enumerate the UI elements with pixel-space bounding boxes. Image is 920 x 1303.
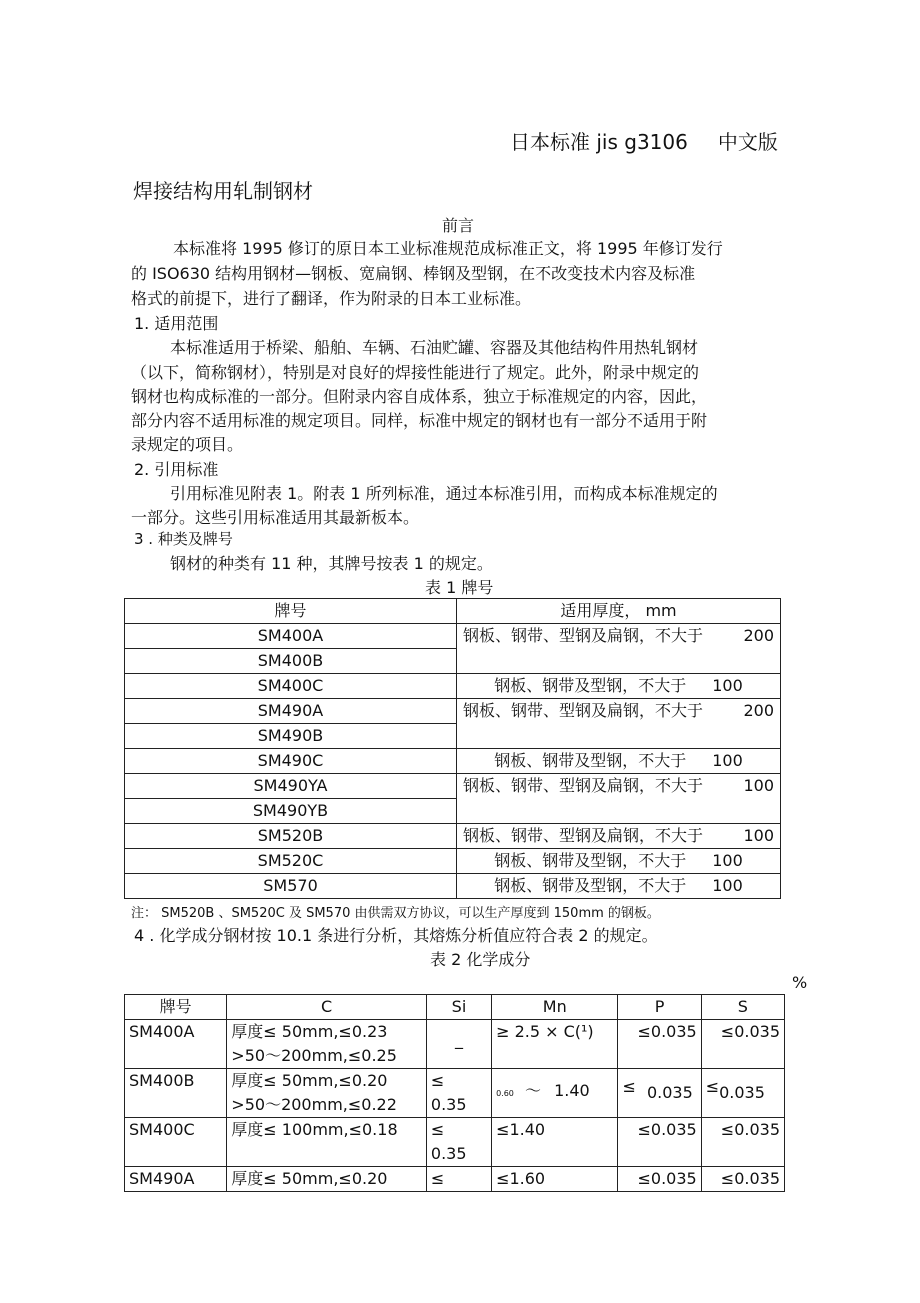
section-3-line: 钢材的种类有 11 种，其牌号按表 1 的规定。 (170, 554, 493, 573)
table-row (125, 1069, 785, 1118)
header-grade: 牌号 (125, 599, 457, 624)
grade-cell: SM490A (125, 699, 457, 724)
header-c: C (227, 995, 427, 1020)
preface-line: 的 ISO630 结构用钢材—钢板、宽扁钢、棒钢及型钢，在不改变技术内容及标准 (131, 264, 696, 283)
section-1-line: 本标准适用于桥梁、船舶、车辆、石油贮罐、容器及其他结构件用热轧钢材 (170, 338, 699, 357)
section-1-line: 录规定的项目。 (131, 435, 244, 454)
unit-label: % (792, 973, 808, 992)
table-row (125, 624, 781, 649)
mn-cell: 0.60 ～ 1.40 (492, 1069, 618, 1118)
grade-cell: SM490C (125, 749, 457, 774)
standard-title: 日本标准 jis g3106 中文版 (510, 130, 778, 154)
section-3-heading: 3 . 种类及牌号 (134, 530, 233, 548)
si-cell: ≤ 0.35 (426, 1069, 491, 1118)
section-1-heading: 1. 适用范围 (134, 314, 219, 333)
si-cell: _ (426, 1020, 491, 1069)
grade-cell: SM400B (125, 1069, 227, 1118)
p-cell: ≤ 0.035 (618, 1069, 701, 1118)
p-cell: ≤0.035 (618, 1118, 701, 1167)
table-1-caption: 表 1 牌号 (425, 578, 494, 597)
document-title: 焊接结构用轧制钢材 (133, 179, 313, 203)
table-row (125, 1020, 785, 1069)
header-s: S (701, 995, 784, 1020)
grade-cell: SM520B (125, 824, 457, 849)
preface-line: 本标准将 1995 修订的原日本工业标准规范成标准正文，将 1995 年修订发行 (173, 239, 723, 258)
mn-cell: ≤1.40 (492, 1118, 618, 1167)
section-1-line: 钢材也构成标准的一部分。但附录内容自成体系，独立于标准规定的内容，因此， (131, 387, 708, 406)
c-cell: 厚度≤ 50mm,≤0.23 >50～200mm,≤0.25 (227, 1020, 427, 1069)
s-cell: ≤0.035 (701, 1167, 784, 1192)
header-si: Si (426, 995, 491, 1020)
spec-cell: 钢板、钢带及型钢，不大于 100 (457, 749, 781, 774)
section-1-line: （以下，简称钢材），特别是对良好的焊接性能进行了规定。此外，附录中规定的 (131, 363, 700, 382)
mn-cell: ≤1.60 (492, 1167, 618, 1192)
table-header-row (125, 599, 781, 624)
spec-cell: 钢板、钢带、型钢及扁钢，不大于 200 (457, 624, 781, 674)
grade-cell: SM400A (125, 1020, 227, 1069)
chemical-composition-table (124, 994, 785, 1192)
grade-cell: SM520C (125, 849, 457, 874)
si-cell: ≤ (426, 1167, 491, 1192)
grade-cell: SM490B (125, 724, 457, 749)
c-cell: 厚度≤ 50mm,≤0.20 >50～200mm,≤0.22 (227, 1069, 427, 1118)
section-2-line: 一部分。这些引用标准适用其最新板本。 (131, 508, 420, 527)
table-2-caption: 表 2 化学成分 (430, 950, 531, 969)
table-row (125, 699, 781, 724)
spec-cell: 钢板、钢带、型钢及扁钢，不大于 100 (457, 824, 781, 849)
grade-cell: SM490YA (125, 774, 457, 799)
preface-heading: 前言 (442, 216, 475, 235)
table-row (125, 674, 781, 699)
table-row (125, 1118, 785, 1167)
grade-cell: SM400B (125, 649, 457, 674)
spec-cell: 钢板、钢带及型钢，不大于 100 (457, 874, 781, 899)
s-cell: ≤0.035 (701, 1069, 784, 1118)
grade-cell: SM400A (125, 624, 457, 649)
spec-cell: 钢板、钢带及型钢，不大于 100 (457, 674, 781, 699)
section-2-line: 引用标准见附表 1。附表 1 所列标准，通过本标准引用，而构成本标准规定的 (170, 484, 718, 503)
s-cell: ≤0.035 (701, 1118, 784, 1167)
preface-line: 格式的前提下，进行了翻译，作为附录的日本工业标准。 (131, 289, 532, 308)
grade-cell: SM490YB (125, 799, 457, 824)
table-row (125, 874, 781, 899)
c-cell: 厚度≤ 50mm,≤0.20 (227, 1167, 427, 1192)
table-row (125, 774, 781, 799)
grade-cell: SM400C (125, 1118, 227, 1167)
c-cell: 厚度≤ 100mm,≤0.18 (227, 1118, 427, 1167)
p-cell: ≤0.035 (618, 1020, 701, 1069)
section-1-line: 部分内容不适用标准的规定项目。同样，标准中规定的钢材也有一部分不适用于附 (131, 411, 708, 430)
table-row (125, 749, 781, 774)
mn-cell: ≥ 2.5 × C(¹) (492, 1020, 618, 1069)
s-cell: ≤0.035 (701, 1020, 784, 1069)
table-1-note: 注： SM520B 、SM520C 及 SM570 由供需双方协议，可以生产厚度到 150mm 的钢板。 (131, 906, 660, 921)
header-grade: 牌号 (125, 995, 227, 1020)
spec-cell: 钢板、钢带、型钢及扁钢，不大于 100 (457, 774, 781, 824)
spec-cell: 钢板、钢带、型钢及扁钢，不大于 200 (457, 699, 781, 749)
section-4-line: 4 . 化学成分钢材按 10.1 条进行分析，其熔炼分析值应符合表 2 的规定。 (134, 926, 658, 945)
table-header-row (125, 995, 785, 1020)
p-cell: ≤0.035 (618, 1167, 701, 1192)
si-cell: ≤ 0.35 (426, 1118, 491, 1167)
section-2-heading: 2. 引用标准 (134, 460, 219, 479)
spec-cell: 钢板、钢带及型钢，不大于 100 (457, 849, 781, 874)
header-mn: Mn (492, 995, 618, 1020)
grade-cell: SM400C (125, 674, 457, 699)
table-row (125, 849, 781, 874)
grade-cell: SM570 (125, 874, 457, 899)
grade-cell: SM490A (125, 1167, 227, 1192)
header-thickness: 适用厚度， mm (457, 599, 781, 624)
grade-table (124, 598, 781, 899)
table-row (125, 824, 781, 849)
header-p: P (618, 995, 701, 1020)
table-row (125, 1167, 785, 1192)
